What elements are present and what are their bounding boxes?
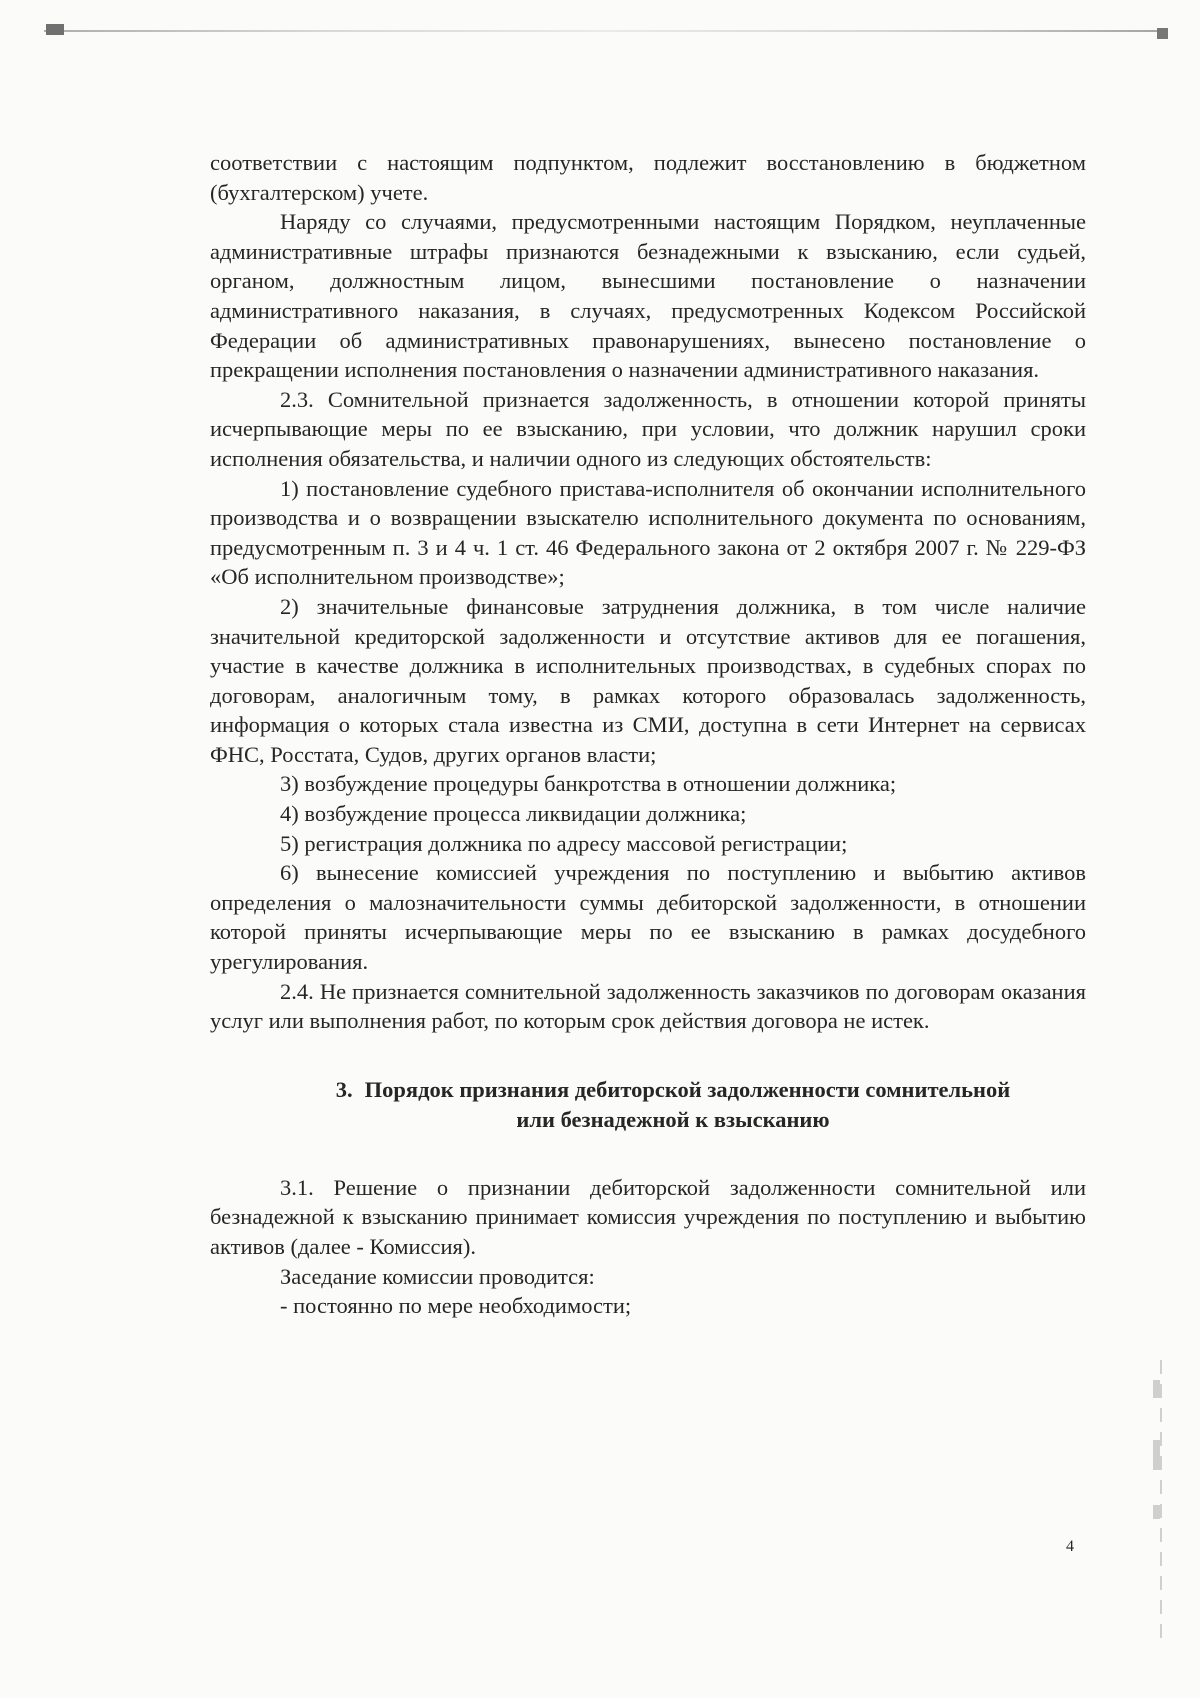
section-title-line-2: или безнадежной к взысканию bbox=[516, 1106, 830, 1132]
paragraph: Наряду со случаями, предусмотренными настоящим Порядком, неуплаченные административные штрафы признаются безнадежными к взысканию, если судьей, органом, должностным лицом, вынесшими постановление о назначении административного наказания, в случаях, предусмотренных Кодексом Российской Федерации об административных правонарушениях, вынесено постановление о прекращении исполнения постановления о назначении административного наказания. bbox=[210, 209, 1086, 383]
scan-corner-mark bbox=[1157, 28, 1168, 39]
paragraph: 2.3. Сомнительной признается задолженность, в отношении которой приняты исчерпывающие меры по ее взысканию, при условии, что должник нарушил сроки исполнения обязательства, и наличии одного из следующих обстоятельств: bbox=[210, 386, 1086, 471]
section-number: 3. bbox=[335, 1076, 353, 1102]
paragraph: соответствии с настоящим подпунктом, подлежит восстановлению в бюджетном (бухгалтерском) учете. bbox=[210, 150, 1086, 205]
paragraph: 3.1. Решение о признании дебиторской задолженности сомнительной или безнадежной к взысканию принимает комиссия учреждения по поступлению и выбытию активов (далее - Комиссия). bbox=[210, 1174, 1086, 1259]
list-item: 1) постановление судебного пристава-исполнителя об окончании исполнительного производства и о возвращении взыскателю исполнительного документа по основаниям, предусмотренным п. 3 и 4 ч. 1 ст. 46 Федерального закона от 2 октября 2007 г. № 229-ФЗ «Об исполнительном производстве»; bbox=[210, 475, 1086, 590]
scan-edge-artifact bbox=[1153, 1440, 1160, 1470]
list-item: 5) регистрация должника по адресу массовой регистрации; bbox=[280, 830, 848, 856]
list-item: 6) вынесение комиссией учреждения по поступлению и выбытию активов определения о малозначительности суммы дебиторской задолженности, в отношении которой приняты исчерпывающие меры по ее взысканию в рамках досудебного урегулирования. bbox=[210, 860, 1086, 975]
section-title-line-1: Порядок признания дебиторской задолженности сомнительной bbox=[364, 1076, 1011, 1102]
section-heading bbox=[210, 1075, 1086, 1135]
scan-corner-mark bbox=[46, 24, 64, 35]
paragraph: 2.4. Не признается сомнительной задолженность заказчиков по договорам оказания услуг или выполнения работ, по которым срок действия договора не истек. bbox=[210, 978, 1086, 1034]
list-item: 3) возбуждение процедуры банкротства в отношении должника; bbox=[280, 771, 897, 797]
paragraph: Заседание комиссии проводится: bbox=[280, 1263, 595, 1289]
document-body bbox=[210, 148, 1086, 1321]
list-item: - постоянно по мере необходимости; bbox=[280, 1293, 632, 1319]
list-item: 4) возбуждение процесса ликвидации должника; bbox=[280, 801, 747, 827]
scan-edge-artifact bbox=[1153, 1380, 1160, 1398]
scan-edge-artifact bbox=[1153, 1505, 1160, 1519]
list-item: 2) значительные финансовые затруднения должника, в том числе наличие значительной кредиторской задолженности и отсутствие активов для ее погашения, участие в качестве должника в исполнительных производствах, в судебных спорах по договорам, аналогичным тому, в рамках которого образовалась задолженность, информация о которых стала известна из СМИ, доступна в сети Интернет на сервисах ФНС, Росстата, Судов, других органов власти; bbox=[210, 593, 1086, 767]
scan-edge-artifact bbox=[1160, 1360, 1162, 1640]
page-number: 4 bbox=[1066, 1538, 1074, 1555]
scan-edge-artifact bbox=[44, 30, 1162, 32]
